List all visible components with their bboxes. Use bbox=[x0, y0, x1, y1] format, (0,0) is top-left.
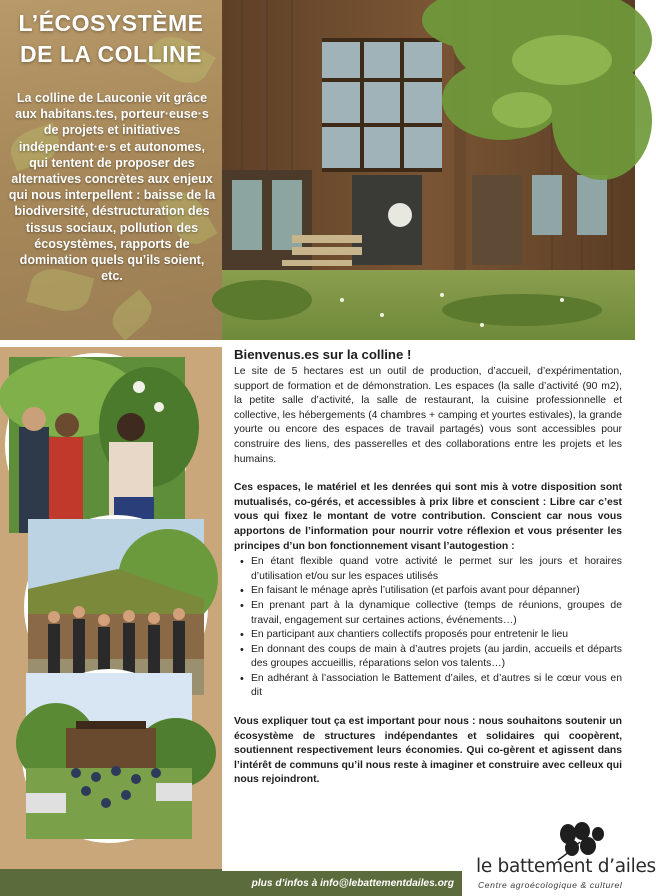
page-title bbox=[0, 8, 222, 70]
title-line-2: DE LA COLLINE bbox=[20, 41, 202, 67]
title-line-1: L’ÉCOSYSTÈME bbox=[18, 10, 204, 36]
list-item: • En donnant des coups de main à d’autres projets (au jardin, accueils et départs des groupes accueillis, réparations selon vos talents…) bbox=[234, 643, 622, 672]
list-item: • En adhérant à l’association le Battement d’ailes, et d’autres si le cœur vous en dit bbox=[234, 672, 622, 701]
photo-column bbox=[0, 347, 222, 869]
photo-festival bbox=[22, 669, 196, 843]
photo-garden-visit bbox=[5, 353, 189, 537]
principles-list bbox=[234, 555, 622, 701]
logo-subtitle: Centre agroécologique & culturel bbox=[478, 880, 623, 890]
welcome-paragraph: Le site de 5 hectares est un outil de production, d’accueil, d’expérimentation, support de formation et de démonstration. Les espaces (la salle d’activité (90 m2), la petite salle d’activité, la salle de restaurant, la cuisine professionnelle et collective, les hébergements (4 chambres + camping et yourtes estivales), la grande yourte ou encore des espaces de travail partagés) vous sont accessibles pour construire des liens, des passerelles et des collaborations entre les projets et les humains. bbox=[234, 366, 622, 465]
hero-intro: La colline de Lauconie vit grâce aux habitans.tes, porteur·euse·s de projets et initiatives indépendant·e·s et autonomes, qui tentent de proposer des alternatives concrètes aux enjeux qui nous interpellent : baisse de la biodiversité, déstructuration des tissus sociaux, pollution des écosystèmes, rapports de domination quels qu’ils soient, etc. bbox=[8, 91, 216, 284]
contact-footer bbox=[222, 871, 462, 896]
hero-section bbox=[0, 0, 635, 340]
building-photo bbox=[222, 0, 635, 340]
list-item: • En étant flexible quand votre activité le permet sur les jours et horaires d’utilisation et/ou sur les espaces utilisés bbox=[234, 555, 622, 584]
list-item: • En faisant le ménage après l’utilisation (et parfois avant pour dépanner) bbox=[234, 584, 622, 599]
logo-name: le battement d’ailes bbox=[476, 856, 656, 877]
main-content bbox=[234, 347, 622, 788]
conclusion-paragraph: Vous expliquer tout ça est important pour nous : nous souhaitons soutenir un écosystème de structures indépendantes et solidaires qui coopèrent, soutiennent respectivement leurs économies. Qui co-gèrent et agissent dans l’intérêt de communs qu’il nous reste à imaginer et construire avec celleux qui nous rejoindront. bbox=[234, 716, 622, 786]
footer-strip bbox=[0, 869, 222, 896]
list-item: • En participant aux chantiers collectifs proposés pour entretenir le lieu bbox=[234, 628, 622, 643]
list-item: • En prenant part à la dynamique collective (temps de réunions, groupes de travail, engagement sur certaines actions, événements…) bbox=[234, 599, 622, 628]
brand-logo bbox=[472, 822, 656, 896]
contact-email-link[interactable]: plus d’infos à info@lebattementdailes.org bbox=[251, 878, 454, 889]
welcome-title: Bienvenus.es sur la colline ! bbox=[234, 347, 412, 362]
principles-intro: Ces espaces, le matériel et les denrées qui sont mis à votre disposition sont mutualisés, co-gérés, et accessibles à prix libre et conscient : Libre car c’est vous qui fixez le montant de votre contribution. Conscient car nous vous apportons de l’information pour nourrir votre réflexion et vous présenter les principes d’un bon fonctionnement visant l’autogestion : bbox=[234, 482, 622, 552]
hero-panel bbox=[0, 0, 222, 340]
